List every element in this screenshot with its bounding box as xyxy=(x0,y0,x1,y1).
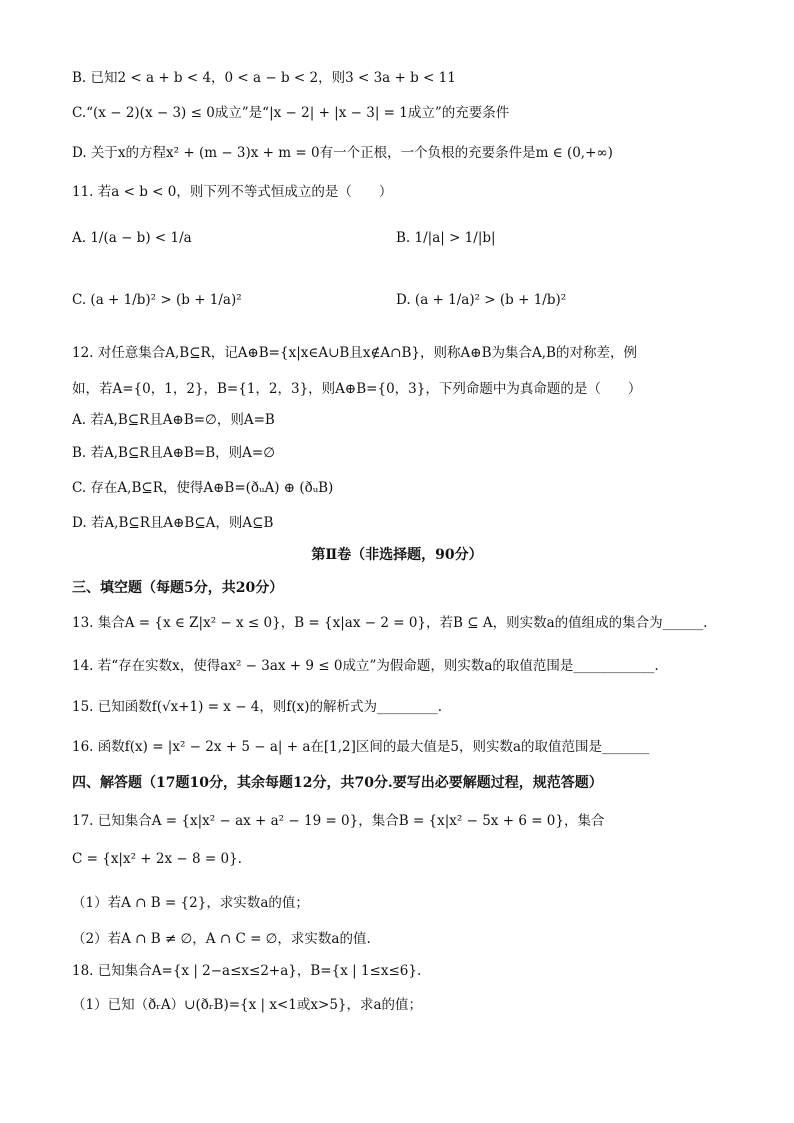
question-17-line2: C = {x|x² + 2x − 8 = 0}. xyxy=(72,851,242,867)
option-10d: D. 关于x的方程x² + (m − 3)x + m = 0有一个正根，一个负根的充要条件是m ∈ (0,+∞) xyxy=(72,145,613,161)
question-18: 18. 已知集合A={x | 2−a≤x≤2+a}，B={x | 1≤x≤6}. xyxy=(72,963,422,979)
question-13: 13. 集合A = {x ∈ Z|x² − x ≤ 0}，B = {x|ax − 2 = 0}，若B ⊆ A，则实数a的值组成的集合为______. xyxy=(72,615,708,631)
option-12a: A. 若A,B⊆R且A⊕B=∅，则A=B xyxy=(72,412,275,428)
fill-in-heading: 三、填空题（每题5分，共20分） xyxy=(72,580,284,596)
question-14: 14. 若“存在实数x，使得ax² − 3ax + 9 ≤ 0成立”为假命题，则实数a的取值范围是____________. xyxy=(72,658,659,674)
question-17-line1: 17. 已知集合A = {x|x² − ax + a² − 19 = 0}，集合B = {x|x² − 5x + 6 = 0}，集合 xyxy=(72,813,605,829)
option-11c: C. (a + 1/b)² > (b + 1/a)² xyxy=(72,292,242,308)
solution-heading: 四、解答题（17题10分，其余每题12分，共70分.要写出必要解题过程，规范答题） xyxy=(72,775,603,791)
question-17-part2: （2）若A ∩ B ≠ ∅，A ∩ C = ∅，求实数a的值. xyxy=(72,931,371,947)
question-16: 16. 函数f(x) = |x² − 2x + 5 − a| + a在[1,2]区间的最大值是5，则实数a的取值范围是_______ xyxy=(72,739,650,755)
question-18-part1: （1）已知（ðᵣA）∪(ðᵣB)={x | x<1或x>5}，求a的值； xyxy=(72,997,423,1013)
option-12c: C. 存在A,B⊆R，使得A⊕B=(ðᵤA) ⊕ (ðᵤB) xyxy=(72,480,334,496)
option-11d: D. (a + 1/a)² > (b + 1/b)² xyxy=(396,292,567,308)
question-17-part1: （1）若A ∩ B = {2}，求实数a的值； xyxy=(72,895,309,911)
option-11a: A. 1/(a − b) < 1/a xyxy=(72,230,192,246)
question-12-line2: 如，若A={0，1，2}，B={1，2，3}，则A⊕B={0，3}，下列命题中为真命题的是（ ） xyxy=(72,381,642,397)
option-10b: B. 已知2 < a + b < 4，0 < a − b < 2，则3 < 3a + b < 11 xyxy=(72,70,456,86)
option-12d: D. 若A,B⊆R且A⊕B⊆A，则A⊆B xyxy=(72,515,274,531)
option-12b: B. 若A,B⊆R且A⊕B=B，则A=∅ xyxy=(72,445,275,461)
question-12-line1: 12. 对任意集合A,B⊆R，记A⊕B={x|x∈A∪B且x∉A∩B}，则称A⊕B为集合A,B的对称差，例 xyxy=(72,345,637,361)
section-2-title: 第Ⅱ卷（非选择题，90分） xyxy=(311,547,483,563)
question-11: 11. 若a < b < 0，则下列不等式恒成立的是（ ） xyxy=(72,184,393,200)
question-15: 15. 已知函数f(√x+1) = x − 4，则f(x)的解析式为_________. xyxy=(72,699,443,715)
option-10c: C.“(x − 2)(x − 3) ≤ 0成立”是“|x − 2| + |x − 3| = 1成立”的充要条件 xyxy=(72,105,510,121)
option-11b: B. 1/|a| > 1/|b| xyxy=(396,230,496,246)
